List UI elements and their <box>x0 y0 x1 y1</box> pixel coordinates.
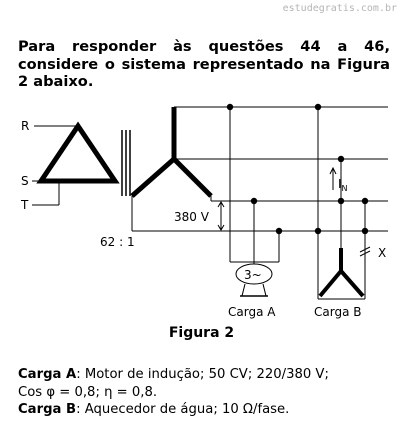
carga-a-diagram-label: Carga A <box>228 305 276 319</box>
ratio-label: 62 : 1 <box>100 235 135 249</box>
current-label: $I_N$ <box>338 177 348 193</box>
label-S: S <box>21 174 29 188</box>
junction-dot <box>251 198 257 204</box>
secondary-wye-left <box>132 159 174 196</box>
label-T: T <box>21 198 29 212</box>
carga-b-description <box>18 401 398 419</box>
intro-text: Para responder às questões 44 a 46, considere o sistema representado na Figura 2 abaixo. <box>18 38 390 90</box>
junction-dot <box>362 198 368 204</box>
junction-dot <box>227 104 233 110</box>
secondary-wye-right <box>174 159 211 196</box>
heater-wye-right <box>341 271 363 296</box>
junction-dot <box>338 156 344 162</box>
motor-label: 3~ <box>244 268 262 282</box>
junction-dot <box>276 228 282 234</box>
carga-b-label: Carga B <box>18 402 77 417</box>
junction-dot <box>315 104 321 110</box>
carga-b-diagram-label: Carga B <box>314 305 362 319</box>
motor-foot-right <box>263 284 266 296</box>
junction-dot <box>315 228 321 234</box>
carga-a-label: Carga A <box>18 367 77 382</box>
heater-wye-left <box>320 271 341 296</box>
label-R: R <box>21 119 30 133</box>
carga-a-description <box>18 366 398 401</box>
junction-dot <box>362 228 368 234</box>
carga-b-text: : Aquecedor de água; 10 Ω/fase. <box>76 402 290 417</box>
voltage-label: 380 V <box>174 210 209 224</box>
watermark: estudegratis.com.br <box>282 3 397 14</box>
carga-a-line2: Cos φ = 0,8; η = 0,8. <box>18 384 158 400</box>
figure-caption: Figura 2 <box>168 325 235 341</box>
x-label: X <box>378 246 387 260</box>
motor-foot-left <box>242 284 245 296</box>
primary-delta <box>41 126 115 181</box>
current-subscript: N <box>341 184 348 193</box>
carga-a-line1: : Motor de indução; 50 CV; 220/380 V; <box>76 367 329 382</box>
junction-dot <box>338 198 344 204</box>
